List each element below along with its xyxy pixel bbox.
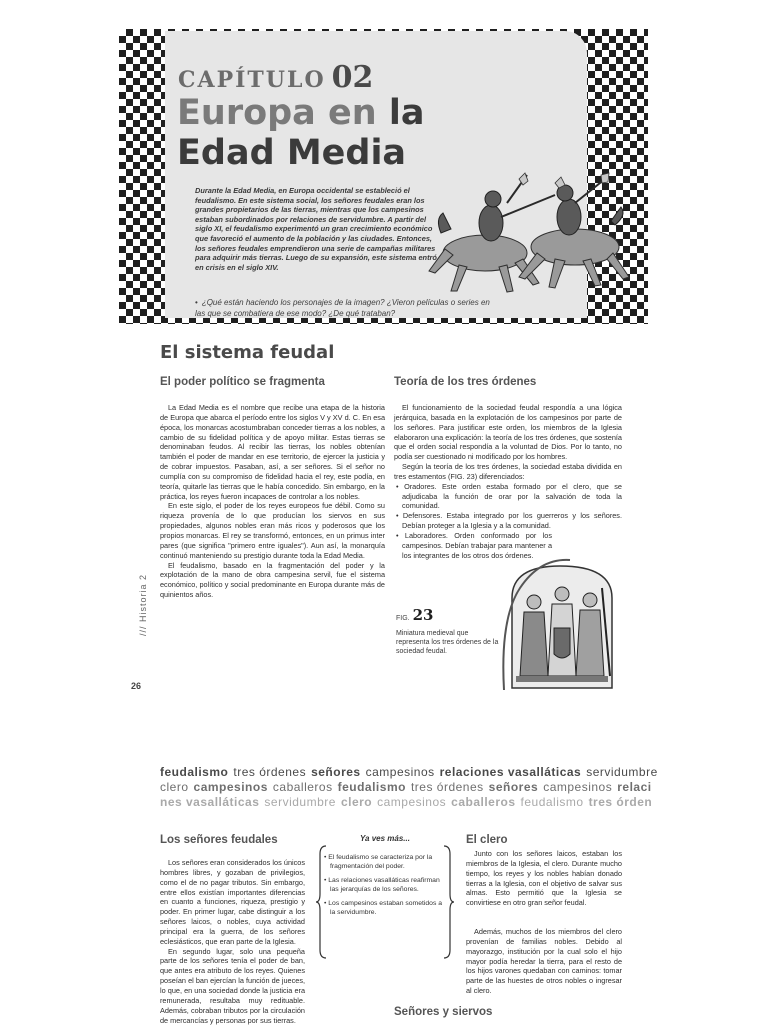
keyword: tres órden [588, 795, 653, 809]
keyword: feudalismo [337, 780, 406, 794]
keyword: caballeros [272, 780, 333, 794]
keyword: feudalismo [160, 765, 229, 779]
keyword: relaciones vasalláticas [439, 765, 582, 779]
keyword-line-3 [160, 795, 653, 810]
keyword: caballeros [451, 795, 516, 809]
order-item: • Oradores. Este orden estaba formado por el clero, que se adjudicaba la función de orar por la salvación de toda la comunidad. [394, 482, 622, 512]
chapter-label-text: CAPÍTULO [178, 67, 326, 93]
chapter-title-light: Europa en [177, 93, 389, 133]
chapter-title [177, 93, 424, 173]
keyword: señores [311, 765, 361, 779]
knights-battle-illustration [415, 173, 639, 298]
chapter-number: 02 [331, 60, 374, 95]
keyword: tres órdenes [410, 780, 484, 794]
keyword: relaci [617, 780, 652, 794]
keyword-line-2 [160, 780, 650, 795]
figure-caption-box [396, 606, 500, 656]
section-title: El sistema feudal [160, 342, 335, 363]
order-item: • Defensores. Estaba integrado por los guerreros y los señores. Debían proteger a la Iglesia y a la comunidad. [394, 511, 622, 531]
right-subhead: Teoría de los tres órdenes [394, 376, 537, 388]
figure-caption: Miniatura medieval que representa los tres órdenes de la sociedad feudal. [396, 630, 499, 655]
orders-list [394, 482, 622, 561]
question-text: ¿Qué están haciendo los personajes de la imagen? ¿Vieron películas o series en las que se combatiera de ese modo? ¿De qué trataban? [195, 298, 490, 318]
lords-column [160, 858, 305, 1024]
chapter-title-line2: Edad Media [177, 133, 407, 173]
left-column [160, 403, 385, 600]
lords-paragraph: En segundo lugar, solo una pequeña parte de los señores tenía el poder de ban, que antes era atributo de los reyes. Quienes poseían el ban ejercían la función de jueces, lo que, en una sociedad donde la justicia era remunerada, resultaba muy redituable. Además, cobraban tributos por la circulación de mercancías y personas por sus tierras. [160, 946, 305, 1025]
keyword: nes vasalláticas [160, 795, 260, 809]
summary-item: • El feudalismo se caracteriza por la fragmentación del poder. [324, 854, 448, 871]
left-paragraph: El feudalismo, basado en la fragmentación del poder y la explotación de la mano de obra campesina servil, fue el sistema económico, político y social predominante en Europa durante más de quinientos años. [160, 560, 385, 600]
right-paragraph: El funcionamiento de la sociedad feudal respondía a una lógica jerárquica, basada en la explotación de los campesinos por parte de los señores. Para justificar este orden, los miembros de la Iglesia elaboraron una explicación: la teoría de los tres órdenes, que sostenía que el orden social respondía a la voluntad de Dios. Por lo tanto, no podía ser cuestionado ni modificado por los hombres. [394, 403, 622, 462]
summary-item: • Los campesinos estaban sometidos a la servidumbre. [324, 900, 448, 917]
keyword: señores [488, 780, 539, 794]
clergy-subhead: El clero [466, 834, 508, 846]
keyword: campesinos [377, 795, 447, 809]
summary-title: Ya ves más... [360, 834, 410, 843]
keyword: clero [340, 795, 373, 809]
clergy-paragraph: Junto con los señores laicos, estaban los miembros de la Iglesia, el clero. Durante mucho tiempo, los reyes y los nobles habían donado tierras a la Iglesia, con el objetivo de salvar sus almas. Esto permitió que la Iglesia se convirtiese en otro gran señor feudal. [466, 849, 622, 908]
lords-serfs-subhead: Señores y siervos [394, 1006, 493, 1018]
lords-paragraph: Los señores eran considerados los únicos hombres libres, y gozaban de privilegios, como el de no pagar tributos. Sin embargo, entre ellos existían importantes diferencias en cuanto a funciones, riqueza, prestigio y poder. En primer lugar, cabe distinguir a los señores laicos, o nobles, cuya actividad principal era la guerra, de los señores eclesiásticos, que eran parte de la Iglesia. [160, 858, 305, 946]
lords-subhead: Los señores feudales [160, 834, 278, 846]
keyword: servidumbre [264, 795, 336, 809]
chapter-banner [119, 29, 648, 324]
keyword: campesinos [365, 765, 435, 779]
keyword: servidumbre [586, 765, 658, 779]
summary-item: • Las relaciones vasalláticas reafirman las jerarquías de los señores. [324, 877, 448, 894]
left-subhead: El poder político se fragmenta [160, 376, 325, 388]
clergy-paragraph: Además, muchos de los miembros del clero provenían de familias nobles. Debido al mayorazgo, institución por la cual solo el hijo mayor podía heredar la tierra, para el resto de los hijos varones quedaban con caminos: tomar parte de las huestes de otros nobles o ingresar al clero. [466, 927, 622, 996]
figure-number: 23 [412, 606, 434, 624]
right-column [394, 403, 622, 561]
question-bullet: • [195, 298, 198, 307]
page-number: 26 [131, 681, 142, 691]
keyword: feudalismo [520, 795, 584, 809]
keyword-line-1 [160, 765, 658, 780]
order-item: • Laboradores. Orden conformado por los campesinos. Debían trabajar para mantener a los integrantes de los otros dos órdenes. [394, 531, 622, 561]
clergy-column-bottom [466, 927, 622, 996]
summary-box [314, 834, 456, 968]
side-label: /// Historia 2 [138, 573, 148, 636]
clergy-column-top [466, 849, 622, 908]
keyword: tres órdenes [233, 765, 307, 779]
chapter-label [178, 60, 373, 95]
keyword: clero [160, 780, 189, 794]
keyword: campesinos [193, 780, 268, 794]
figure-label: FIG. [396, 615, 410, 622]
three-orders-miniature [500, 558, 626, 692]
right-paragraph: Según la teoría de los tres órdenes, la sociedad estaba dividida en tres estamentos (FIG. 23) diferenciados: [394, 462, 622, 481]
chapter-question [195, 297, 495, 319]
chapter-title-dark: la [388, 93, 425, 133]
chapter-intro: Durante la Edad Media, en Europa occidental se estableció el feudalismo. En este sistema social, los señores feudales eran los grandes propietarios de las tierras, mientras que los campesinos estaban subordinados por relaciones de servidumbre. A partir del siglo XI, el feudalismo experimentó un gran crecimiento económico que favoreció el aumento de la población y las ciudades. Entonces, los señores feudales emprendieron una serie de campañas militares para adquirir más tierras. Luego de su expansión, este sistema entró en crisis en el siglo XIV. [195, 186, 437, 272]
left-paragraph: En este siglo, el poder de los reyes europeos fue débil. Como su riqueza provenía de lo que producían los siervos en sus propiedades, algunos nobles eran más ricos y poderosos que los propios monarcas. El rey se transformó, entonces, en un primus inter pares (que significa "primero entre iguales"). Aun así, la monarquía continuó manteniendo su prestigio durante toda la Edad Media. [160, 501, 385, 560]
summary-list [324, 854, 448, 924]
keyword: campesinos [543, 780, 613, 794]
left-paragraph: La Edad Media es el nombre que recibe una etapa de la historia de Europa que abarca el período entre los siglos V y XV d. C. En esa época, los monarcas acostumbraban conceder tierras a los nobles, a cambio de su fidelidad política y de apoyo militar. Estas tierras se denominaban feudos. Al recibir las tierras, los nobles obtenían también el poder de mandar en ese territorio, de ejercer la justicia y de cobrar impuestos. Pasaban, así, a ser señores. Si el señor no cumplía con su compromiso de fidelidad hacia el rey, este podía, en teoría, quitarle las tierras que le había concedido. Sin embargo, en la práctica, los reyes fueron incapaces de controlar a los nobles. [160, 403, 385, 501]
